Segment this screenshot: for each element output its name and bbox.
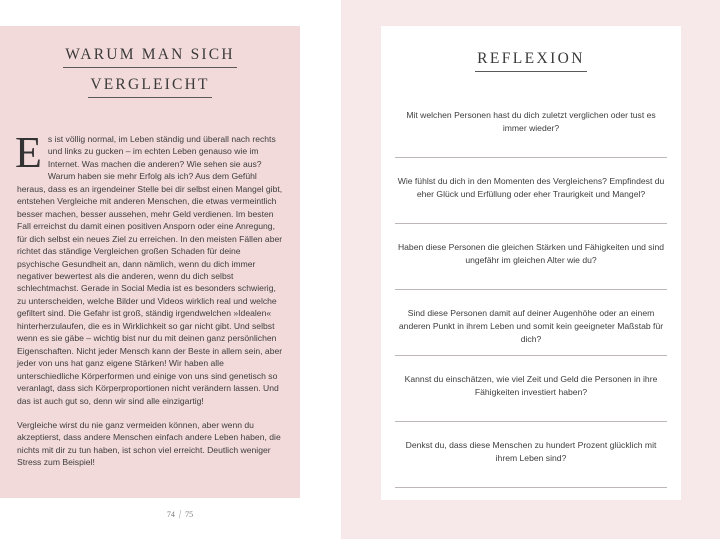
body-text bbox=[15, 128, 283, 469]
answer-line-6[interactable] bbox=[395, 487, 667, 488]
page-numbers bbox=[150, 507, 210, 522]
chapter-title-line-1: WARUM MAN SICH bbox=[63, 46, 236, 68]
reflection-title bbox=[381, 50, 681, 72]
question-2: Wie fühlst du dich in den Momenten des Vergleichens? Empfindest du eher Glück und Erfüllung oder eher Traurigkeit und Mangel? bbox=[397, 176, 665, 199]
left-page bbox=[0, 0, 341, 539]
chapter-title-line-2: VERGLEICHT bbox=[88, 76, 211, 98]
right-page bbox=[341, 0, 720, 539]
answer-line-5[interactable] bbox=[395, 421, 667, 422]
reflection-card bbox=[381, 26, 681, 500]
page-number-left: 74 bbox=[166, 510, 175, 519]
paragraph-1 bbox=[15, 128, 283, 407]
question-3: Haben diese Personen die gleichen Stärken und Fähigkeiten und sind ungefähr im gleichen Alter wie du? bbox=[397, 242, 665, 265]
answer-line-4[interactable] bbox=[395, 355, 667, 356]
page-number-separator: / bbox=[178, 507, 182, 522]
question-5: Kannst du einschätzen, wie viel Zeit und Geld die Personen in ihre Fähigkeiten investiert haben? bbox=[404, 374, 658, 397]
question-1: Mit welchen Personen hast du dich zuletzt verglichen oder tust es immer wieder? bbox=[406, 110, 656, 133]
chapter-title bbox=[0, 46, 300, 106]
reflection-title-text: REFLEXION bbox=[475, 50, 587, 72]
paragraph-1-text: s ist völlig normal, im Leben ständig und überall nach rechts und links zu gucken – im echten Leben genauso wie im Internet. Was machen die anderen? Wie sehen sie aus? Warum haben sie mehr Erfolg als ich? Aus dem Gefühl heraus, dass es an irgendeiner Stelle bei dir selbst einen Mangel gibt, entstehen Vergleiche mit anderen Menschen, die etwas vermeintlich besser machen, besser aussehen, mehr Geld verdienen. Im besten Fall erreichst du damit einen positiven Ansporn oder eine Anregung, für dich selbst ein neues Ziel zu erreichen. In den meisten Fällen aber richtet das ständige Vergleichen großen Schaden für deine psychische Gesundheit an, dann nämlich, wenn du dich immer negativer bewertest als die anderen, wenn du dich selbst schlechtmachst. Gerade in Social Media ist es besonders schwierig, zu unterscheiden, welche Bilder und Videos wirklich real und welche gefiltert sind. Die Gefahr ist groß, ständig irgendwelchen »Idealen« hinterherzulaufen, die es in Wirklichkeit so gar nicht gibt. Und selbst wenn es sie gäbe – wichtig bist nur du mit deinen ganz persönlichen Eigenschaften. Nicht jeder Mensch kann der Beste in allem sein, aber jeder von uns hat ganz eigene Stärken! Wir haben alle unterschiedliche Körperformen und einige von uns sind genetisch so veranlagt, dass sich Körperproportionen nicht verändern lassen. Und das ist auch gut so, denn wir sind alle einzigartig! bbox=[17, 134, 283, 406]
answer-line-3[interactable] bbox=[395, 289, 667, 290]
drop-cap: E bbox=[15, 128, 42, 177]
answer-line-2[interactable] bbox=[395, 223, 667, 224]
question-4: Sind diese Personen damit auf deiner Augenhöhe oder an einem anderen Punkt in ihrem Leben und somit kein geeigneter Maßstab für dich? bbox=[398, 308, 664, 344]
question-6: Denkst du, dass diese Menschen zu hundert Prozent glücklich mit ihrem Leben sind? bbox=[405, 440, 657, 463]
answer-line-1[interactable] bbox=[395, 157, 667, 158]
page-number-right: 75 bbox=[185, 510, 194, 519]
paragraph-2: Vergleiche wirst du nie ganz vermeiden können, aber wenn du akzeptierst, dass andere Menschen einfach andere Leben haben, die nichts mit dir zu tun haben, ist schon viel erreicht. Deutlich weniger Stress zum Beispiel! bbox=[17, 419, 281, 468]
left-text-panel bbox=[0, 26, 300, 498]
